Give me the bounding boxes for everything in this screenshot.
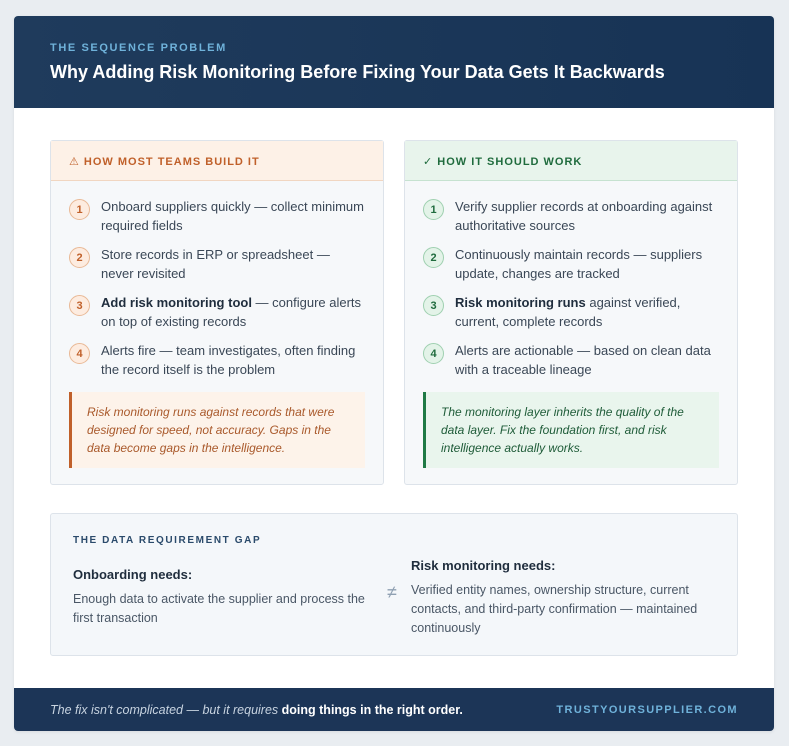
risk-monitoring-needs [411, 558, 726, 638]
step-number: 4 [423, 343, 444, 364]
callout-note-recommended: The monitoring layer inherits the quality of the data layer. Fix the foundation first, and risk intelligence actually works. [423, 392, 719, 468]
footer [14, 688, 774, 731]
step-number: 4 [69, 343, 90, 364]
page-title: Why Adding Risk Monitoring Before Fixing Your Data Gets It Backwards [50, 62, 665, 82]
step-item [423, 293, 719, 331]
header-eyebrow: THE SEQUENCE PROBLEM [50, 42, 227, 54]
step-item [423, 197, 719, 235]
step-item [69, 341, 365, 379]
step-text: Alerts are actionable — based on clean data with a traceable lineage [455, 343, 711, 377]
step-text: Store records in ERP or spreadsheet — never revisited [101, 247, 330, 281]
step-item [423, 245, 719, 283]
step-item [423, 341, 719, 379]
step-item [69, 293, 365, 331]
risk-label: Risk monitoring needs: [411, 558, 556, 573]
infographic-card [14, 16, 774, 731]
step-number: 1 [423, 199, 444, 220]
data-requirement-gap [50, 513, 738, 656]
panel-heading-current: ⚠ HOW MOST TEAMS BUILD IT [51, 141, 383, 181]
step-number: 3 [69, 295, 90, 316]
not-equal-icon: ≠ [387, 582, 397, 602]
gap-eyebrow: THE DATA REQUIREMENT GAP [73, 535, 262, 546]
step-number: 2 [69, 247, 90, 268]
header [14, 16, 774, 108]
step-text: Continuously maintain records — suppliers update, changes are tracked [455, 247, 703, 281]
step-text: Alerts fire — team investigates, often finding the record itself is the problem [101, 343, 356, 377]
steps-list-recommended [405, 181, 737, 379]
step-text: Add risk monitoring tool — configure alerts on top of existing records [101, 295, 362, 329]
onboarding-text: Enough data to activate the supplier and process the first transaction [73, 592, 365, 625]
step-number: 2 [423, 247, 444, 268]
step-text: Verify supplier records at onboarding against authoritative sources [455, 199, 713, 233]
footer-site-link[interactable]: TRUSTYOURSUPPLIER.COM [556, 703, 738, 716]
onboarding-needs [73, 567, 373, 628]
footer-text: The fix isn't complicated — but it requires doing things in the right order. [50, 702, 463, 717]
step-number: 1 [69, 199, 90, 220]
steps-list-current [51, 181, 383, 379]
step-text: Risk monitoring runs against verified, current, complete records [455, 295, 681, 329]
panel-heading-recommended: ✓ HOW IT SHOULD WORK [405, 141, 737, 181]
step-number: 3 [423, 295, 444, 316]
panel-recommended-practice [404, 140, 738, 485]
step-item [69, 245, 365, 283]
footer-emphasis: doing things in the right order. [281, 702, 463, 717]
step-item [69, 197, 365, 235]
panel-current-practice [50, 140, 384, 485]
onboarding-label: Onboarding needs: [73, 567, 193, 582]
risk-text: Verified entity names, ownership structure, current contacts, and third-party confirmation — maintained continuously [411, 583, 698, 635]
callout-note-current: Risk monitoring runs against records that were designed for speed, not accuracy. Gaps in the data become gaps in the intelligence. [69, 392, 365, 468]
step-text: Onboard suppliers quickly — collect minimum required fields [101, 199, 364, 233]
